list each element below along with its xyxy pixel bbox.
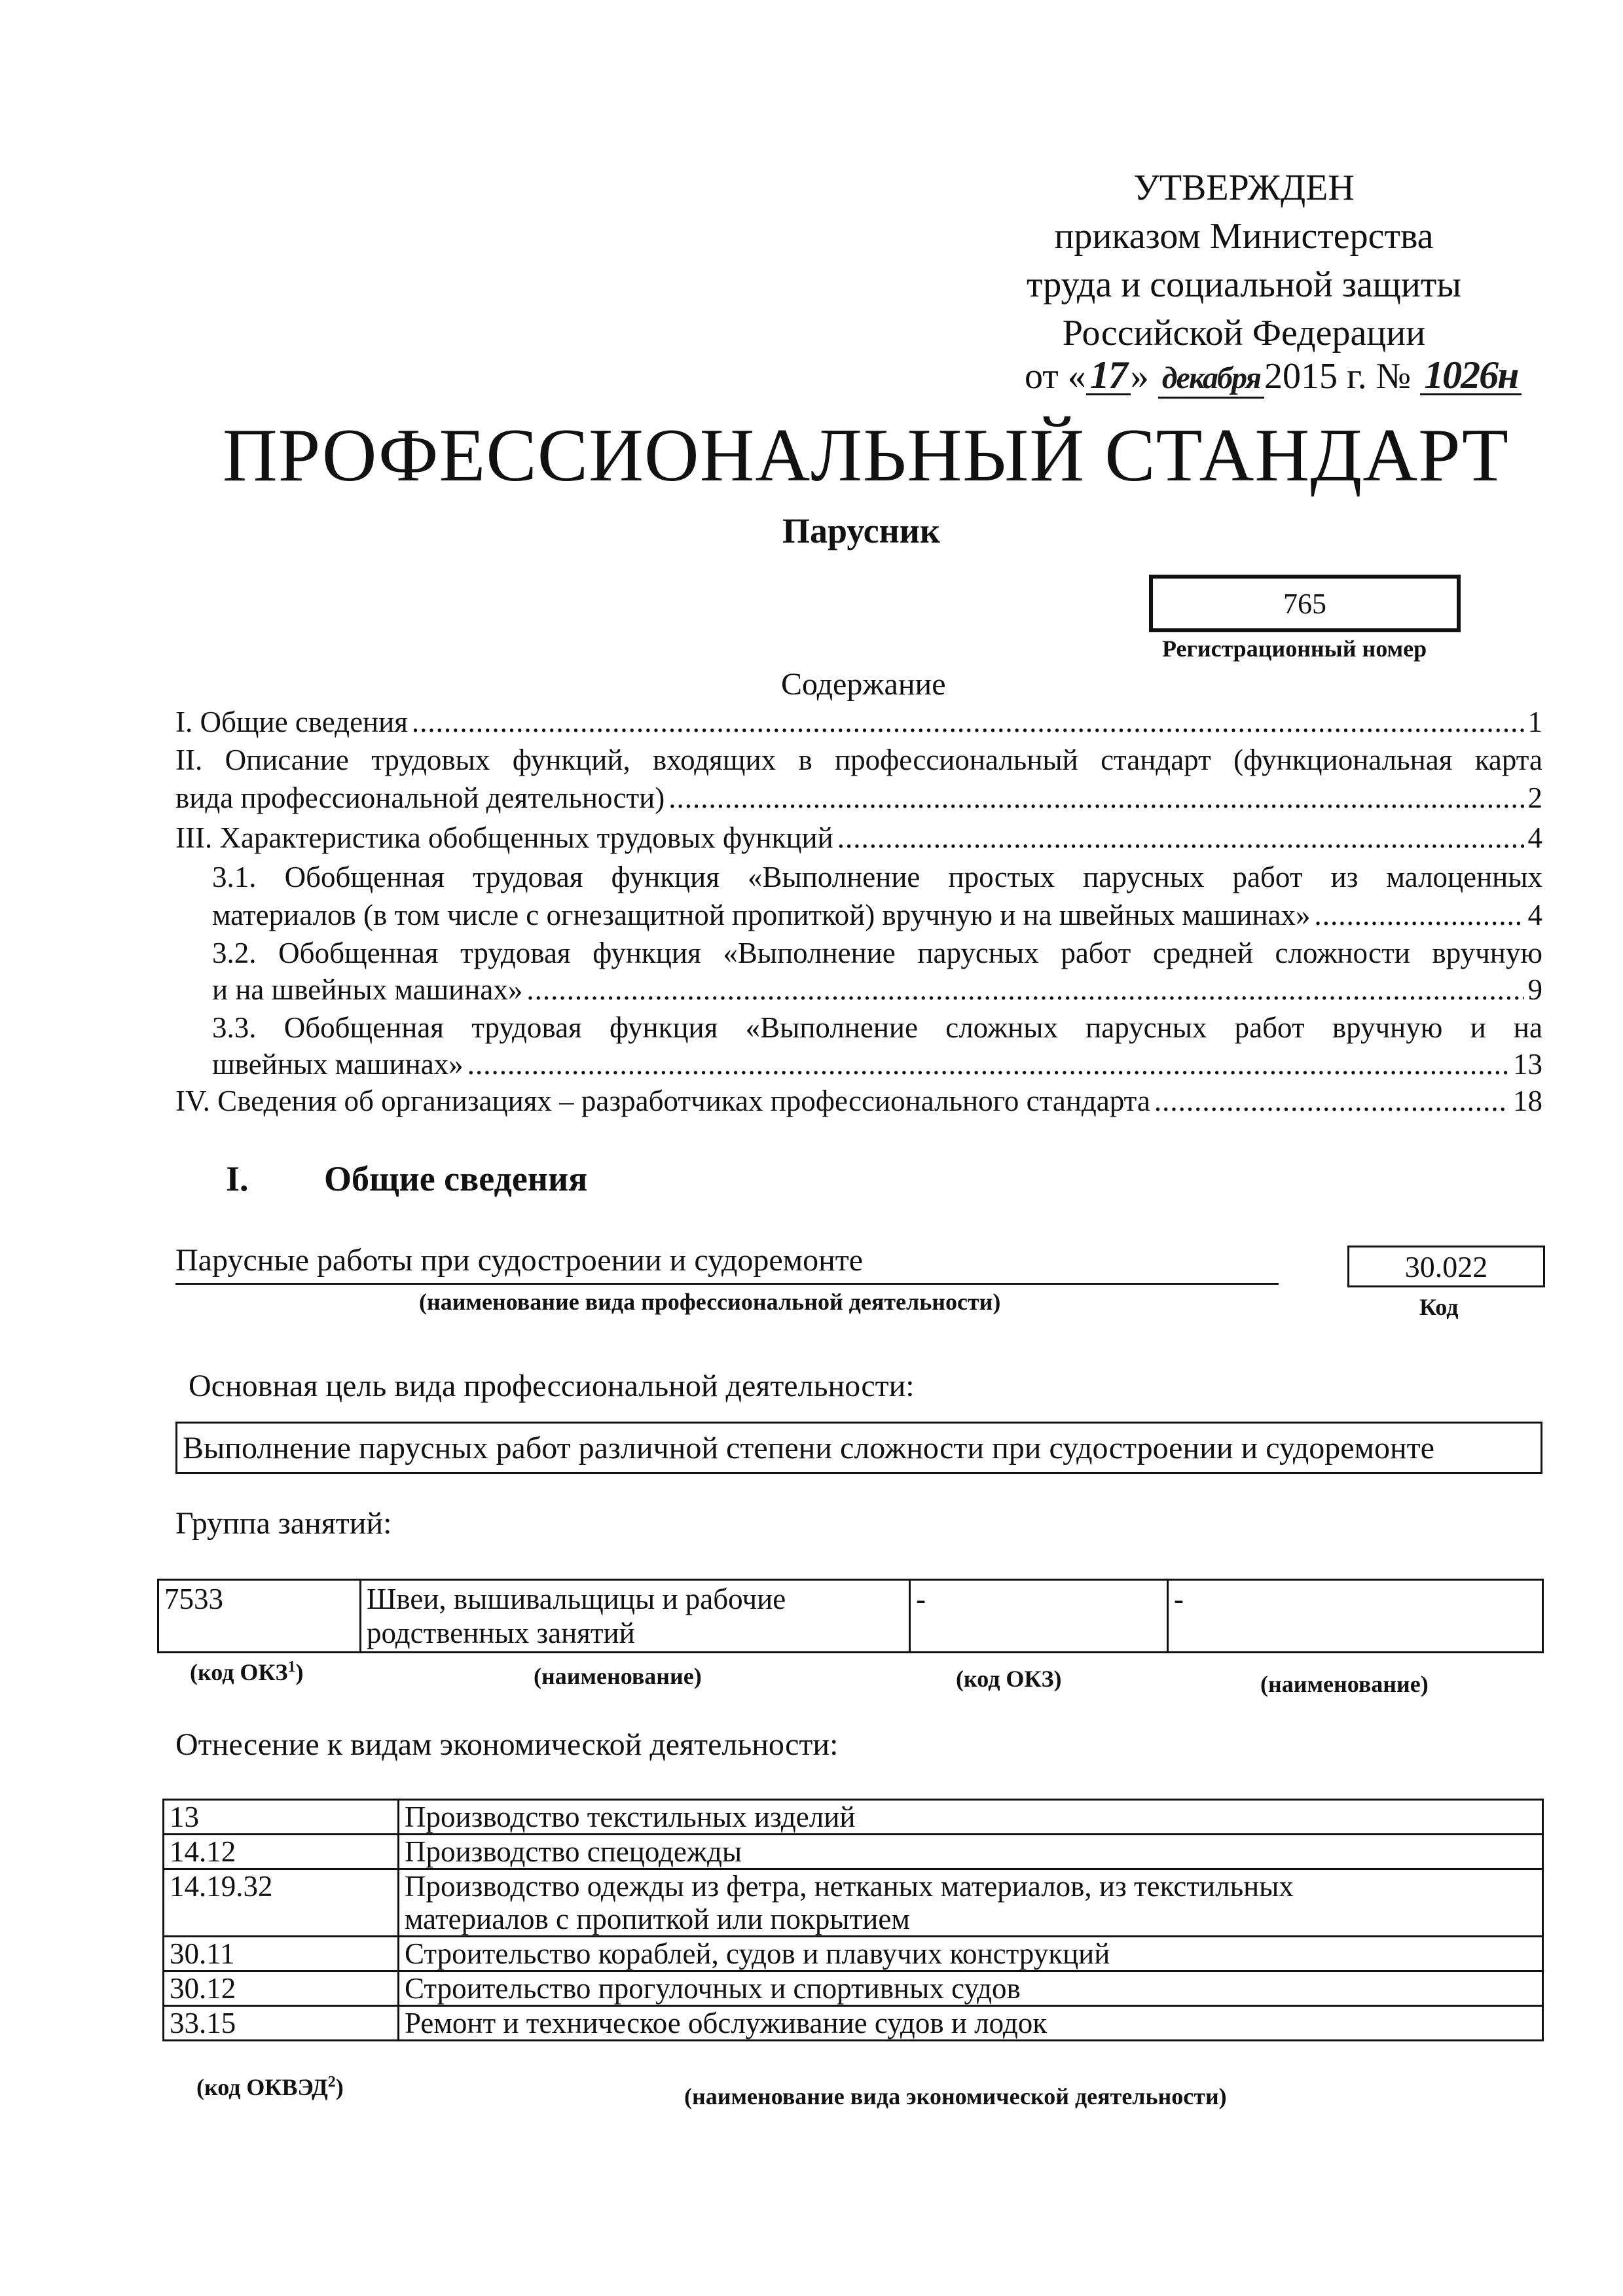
okved-code-caption <box>196 2073 344 2101</box>
goal-label: Основная цель вида профессиональной деятельности: <box>189 1369 915 1403</box>
okved-code-cell: 30.12 <box>164 1971 399 2006</box>
activity-code-box <box>1347 1246 1545 1287</box>
econ-label: Отнесение к видам экономической деятельности: <box>175 1727 839 1762</box>
toc-heading: Содержание <box>781 667 946 702</box>
okved-name-cell <box>399 1869 1543 1937</box>
toc-item-3 <box>175 819 1542 856</box>
okved-name-cell <box>399 1937 1543 1971</box>
toc-item-2 <box>175 780 1542 816</box>
okved-name-line-2: материалов с пропиткой или покрытием <box>405 1903 910 1935</box>
approval-line-2: приказом Министерства <box>1054 216 1434 257</box>
toc-item-32-text: и на швейных машинах» <box>212 973 523 1006</box>
table-row <box>158 1580 1543 1653</box>
registration-number: 765 <box>1283 587 1326 620</box>
okved-code-cell: 14.12 <box>164 1835 399 1869</box>
toc-item-2-page: 2 <box>1527 781 1542 814</box>
okved-code-cell: 14.19.32 <box>164 1869 399 1937</box>
goal-box <box>175 1422 1542 1474</box>
okz-code-cell: 7533 <box>158 1580 361 1653</box>
table-row <box>164 2006 1543 2041</box>
registration-number-box <box>1149 575 1461 632</box>
okz-name-line-2: родственных занятий <box>367 1617 635 1649</box>
toc-item-32-line-1: 3.2. Обобщенная трудовая функция «Выполнение парусных работ средней сложности вручную <box>212 937 1542 969</box>
toc-item-4 <box>175 1083 1542 1119</box>
okved-name-cell <box>399 1835 1543 1869</box>
toc-item-31-line-1: 3.1. Обобщенная трудовая функция «Выполнение простых парусных работ из малоценных <box>212 861 1542 893</box>
toc-item-1 <box>175 704 1542 740</box>
okz-code-2-cell: - <box>910 1580 1168 1653</box>
okved-name-line-1: Производство одежды из фетра, нетканых материалов, из текстильных <box>405 1870 1294 1903</box>
activity-name: Парусные работы при судостроении и судоремонте <box>175 1243 864 1278</box>
toc-item-2-text: вида профессиональной деятельности) <box>175 781 665 814</box>
okved-name-line-1: Ремонт и техническое обслуживание судов и лодок <box>405 2007 1048 2039</box>
toc-item-31 <box>212 897 1542 933</box>
toc-item-32 <box>212 971 1542 1008</box>
approval-line-3: труда и социальной защиты <box>1027 264 1461 305</box>
approval-date-line <box>1025 352 1522 401</box>
toc-item-33-text: швейных машинах» <box>212 1048 464 1081</box>
goal-text: Выполнение парусных работ различной степени сложности при судостроении и судоремонте <box>183 1430 1434 1465</box>
okz-caption-end: ) <box>295 1659 304 1685</box>
table-of-contents <box>175 700 1542 1119</box>
code-caption: Код <box>1419 1294 1459 1320</box>
date-mid: » <box>1130 356 1149 397</box>
footnote-mark-1: 1 <box>287 1659 296 1676</box>
toc-item-32-page: 9 <box>1527 973 1542 1006</box>
toc-item-2-line-1: II. Описание трудовых функций, входящих в профессиональный стандарт (функциональная карта <box>175 744 1542 776</box>
toc-item-1-text: I. Общие сведения <box>175 706 408 738</box>
toc-item-33-page: 13 <box>1513 1048 1542 1081</box>
section-number: I. <box>226 1159 249 1198</box>
toc-item-4-page: 18 <box>1513 1085 1542 1117</box>
toc-item-3-text: III. Характеристика обобщенных трудовых функций <box>175 821 833 854</box>
approval-year: 2015 г. № <box>1264 356 1412 397</box>
toc-item-33-line-1: 3.3. Обобщенная трудовая функция «Выполнение сложных парусных работ вручную и на <box>212 1011 1542 1044</box>
okved-code-cell: 30.11 <box>164 1937 399 1971</box>
activity-caption: (наименование вида профессиональной деятельности) <box>419 1289 1001 1315</box>
group-label: Группа занятий: <box>175 1506 392 1541</box>
okz-code-2-caption: (код ОКЗ) <box>956 1666 1062 1692</box>
okved-caption-text: (код ОКВЭД <box>196 2074 328 2100</box>
okved-name-cell <box>399 1971 1543 2006</box>
okved-name-line-1: Строительство прогулочных и спортивных судов <box>405 1972 1021 2005</box>
okved-name-caption: (наименование вида экономической деятельности) <box>684 2083 1227 2109</box>
date-prefix: от « <box>1025 356 1086 397</box>
toc-item-31-text: материалов (в том числе с огнезащитной пропиткой) вручную и на швейных машинах» <box>212 899 1311 931</box>
section-title: Общие сведения <box>324 1159 588 1198</box>
okz-name-cell <box>361 1580 910 1653</box>
toc-item-4-text: IV. Сведения об организациях – разработчиках профессионального стандарта <box>175 1085 1150 1117</box>
okved-code-cell: 33.15 <box>164 2006 399 2041</box>
toc-item-33 <box>212 1046 1542 1083</box>
okz-name-caption: (наименование) <box>534 1663 702 1689</box>
toc-item-3-page: 4 <box>1527 821 1542 854</box>
table-row <box>164 1835 1543 1869</box>
registration-label: Регистрационный номер <box>1162 636 1427 662</box>
approval-month: декабря <box>1158 360 1264 399</box>
okved-caption-end: ) <box>335 2074 344 2100</box>
table-row <box>164 1937 1543 1971</box>
footnote-mark-2: 2 <box>327 2073 336 2090</box>
toc-item-31-page: 4 <box>1527 899 1542 931</box>
okved-name-line-1: Производство спецодежды <box>405 1835 742 1868</box>
table-row <box>164 1800 1543 1835</box>
occupation-group-table <box>157 1579 1544 1653</box>
okved-name-cell <box>399 1800 1543 1835</box>
okved-name-cell <box>399 2006 1543 2041</box>
okz-name-line-1: Швеи, вышивальщицы и рабочие <box>367 1583 786 1615</box>
approval-number: 1026н <box>1420 357 1522 395</box>
okz-caption-text: (код ОКЗ <box>190 1659 288 1685</box>
approval-day: 17 <box>1086 357 1131 395</box>
approval-line-1: УТВЕРЖДЕН <box>1133 168 1355 208</box>
table-row <box>164 1869 1543 1937</box>
activity-code: 30.022 <box>1404 1249 1488 1283</box>
okved-table <box>162 1799 1544 2041</box>
approval-line-4: Российской Федерации <box>1062 313 1426 353</box>
okz-code-caption <box>190 1659 304 1686</box>
document-title: ПРОФЕССИОНАЛЬНЫЙ СТАНДАРТ <box>223 414 1509 497</box>
toc-item-1-page: 1 <box>1527 706 1542 738</box>
activity-underline <box>175 1283 1279 1285</box>
approval-block <box>1008 164 1480 357</box>
profession-name: Парусник <box>782 511 940 550</box>
okz-name-2-cell: - <box>1168 1580 1543 1653</box>
okz-name-2-caption: (наименование) <box>1260 1671 1429 1697</box>
okved-code-cell: 13 <box>164 1800 399 1835</box>
okved-name-line-1: Производство текстильных изделий <box>405 1801 856 1833</box>
okved-name-line-1: Строительство кораблей, судов и плавучих конструкций <box>405 1937 1110 1970</box>
table-row <box>164 1971 1543 2006</box>
